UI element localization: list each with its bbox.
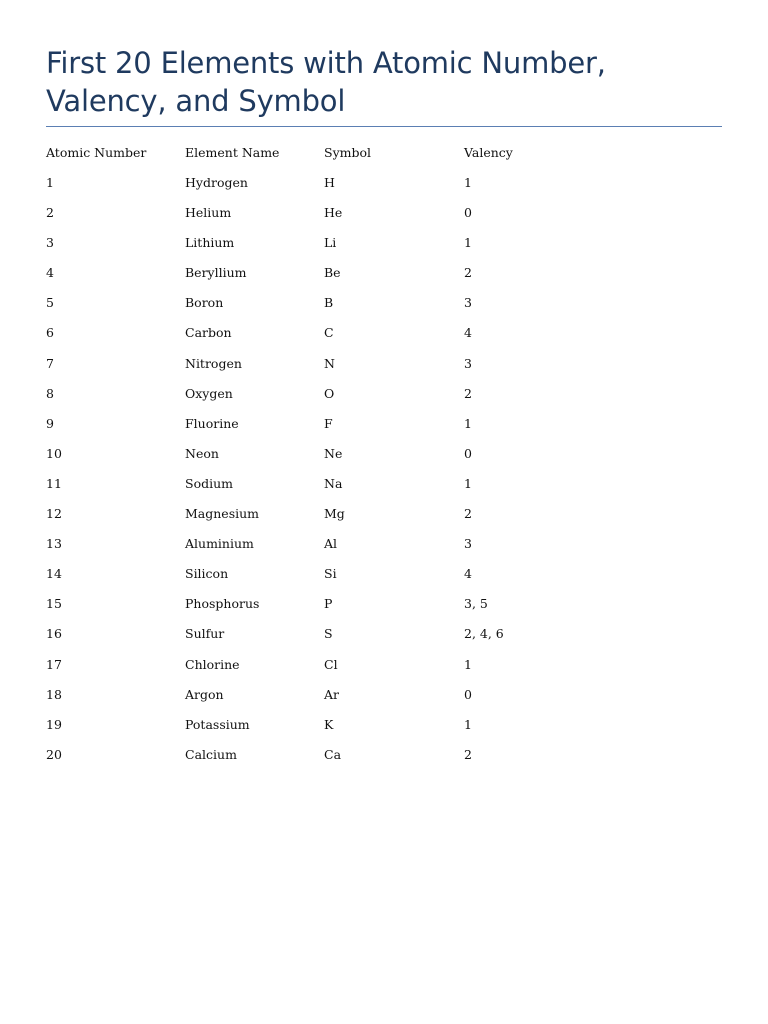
table-row	[46, 446, 604, 476]
valency-cell: 2	[464, 385, 472, 401]
valency-cell: 3	[464, 536, 472, 552]
symbol-cell: N	[324, 355, 335, 371]
symbol-cell: F	[324, 415, 333, 431]
title-divider	[46, 126, 722, 127]
symbol-cell: O	[324, 385, 335, 401]
symbol-cell: He	[324, 205, 343, 221]
element-name-cell: Carbon	[185, 325, 232, 341]
valency-cell: 0	[464, 445, 472, 461]
element-name-cell: Phosphorus	[185, 596, 260, 612]
element-name-cell: Neon	[185, 445, 219, 461]
valency-cell: 1	[464, 656, 472, 672]
symbol-cell: Ne	[324, 445, 343, 461]
element-name-cell: Aluminium	[185, 536, 254, 552]
table-row	[46, 175, 604, 205]
atomic-number-cell: 11	[46, 475, 62, 491]
header-atomic-number: Atomic Number	[46, 145, 147, 160]
valency-cell: 3	[464, 295, 472, 311]
table-row	[46, 235, 604, 265]
valency-cell: 4	[464, 566, 472, 582]
valency-cell: 1	[464, 175, 472, 190]
table-row	[46, 747, 604, 777]
atomic-number-cell: 16	[46, 626, 62, 642]
atomic-number-cell: 3	[46, 235, 54, 251]
header-valency: Valency	[464, 145, 513, 160]
table-row	[46, 265, 604, 295]
document-page	[46, 44, 722, 777]
element-name-cell: Helium	[185, 205, 232, 221]
valency-cell: 0	[464, 205, 472, 221]
symbol-cell: Cl	[324, 656, 338, 672]
element-name-cell: Boron	[185, 295, 224, 311]
table-row	[46, 657, 604, 687]
symbol-cell: C	[324, 325, 334, 341]
atomic-number-cell: 1	[46, 175, 54, 190]
valency-cell: 2	[464, 506, 472, 522]
header-element-name: Element Name	[185, 145, 280, 160]
valency-cell: 4	[464, 325, 472, 341]
table-row	[46, 476, 604, 506]
atomic-number-cell: 2	[46, 205, 54, 221]
table-row	[46, 626, 604, 656]
symbol-cell: Ca	[324, 746, 342, 762]
valency-cell: 1	[464, 475, 472, 491]
table-row	[46, 566, 604, 596]
page-title: First 20 Elements with Atomic Number, Valency, and Symbol	[46, 46, 606, 118]
element-name-cell: Nitrogen	[185, 355, 242, 371]
valency-cell: 1	[464, 415, 472, 431]
element-name-cell: Sodium	[185, 475, 233, 491]
atomic-number-cell: 17	[46, 656, 62, 672]
symbol-cell: Be	[324, 265, 341, 281]
atomic-number-cell: 6	[46, 325, 54, 341]
valency-cell: 0	[464, 686, 472, 702]
valency-cell: 1	[464, 235, 472, 251]
element-name-cell: Sulfur	[185, 626, 225, 642]
valency-cell: 2	[464, 746, 472, 762]
symbol-cell: S	[324, 626, 333, 642]
symbol-cell: B	[324, 295, 334, 311]
atomic-number-cell: 12	[46, 506, 62, 522]
table-row	[46, 295, 604, 325]
valency-cell: 3, 5	[464, 596, 488, 612]
atomic-number-cell: 10	[46, 445, 62, 461]
valency-cell: 2, 4, 6	[464, 626, 504, 642]
valency-cell: 1	[464, 716, 472, 732]
table-row	[46, 717, 604, 747]
element-name-cell: Beryllium	[185, 265, 247, 281]
element-name-cell: Hydrogen	[185, 175, 248, 190]
element-name-cell: Calcium	[185, 746, 237, 762]
atomic-number-cell: 14	[46, 566, 62, 582]
table-row	[46, 325, 604, 355]
table-row	[46, 536, 604, 566]
symbol-cell: Si	[324, 566, 337, 582]
symbol-cell: Li	[324, 235, 337, 251]
table-row	[46, 386, 604, 416]
element-name-cell: Silicon	[185, 566, 229, 582]
element-name-cell: Lithium	[185, 235, 235, 251]
symbol-cell: Al	[324, 536, 338, 552]
atomic-number-cell: 4	[46, 265, 54, 281]
table-row	[46, 205, 604, 235]
atomic-number-cell: 13	[46, 536, 62, 552]
element-name-cell: Magnesium	[185, 506, 260, 522]
atomic-number-cell: 15	[46, 596, 62, 612]
table-header-row	[46, 145, 604, 175]
element-name-cell: Chlorine	[185, 656, 240, 672]
table-row	[46, 416, 604, 446]
table-row	[46, 356, 604, 386]
table-row	[46, 687, 604, 717]
elements-table	[46, 145, 604, 777]
table-body	[46, 175, 604, 777]
valency-cell: 2	[464, 265, 472, 281]
symbol-cell: H	[324, 175, 335, 190]
atomic-number-cell: 18	[46, 686, 62, 702]
symbol-cell: Ar	[324, 686, 340, 702]
atomic-number-cell: 19	[46, 716, 62, 732]
atomic-number-cell: 7	[46, 355, 54, 371]
symbol-cell: K	[324, 716, 334, 732]
symbol-cell: Na	[324, 475, 343, 491]
atomic-number-cell: 8	[46, 385, 54, 401]
element-name-cell: Fluorine	[185, 415, 239, 431]
atomic-number-cell: 20	[46, 746, 62, 762]
atomic-number-cell: 5	[46, 295, 54, 311]
element-name-cell: Potassium	[185, 716, 250, 732]
symbol-cell: Mg	[324, 506, 345, 522]
table-row	[46, 506, 604, 536]
symbol-cell: P	[324, 596, 333, 612]
element-name-cell: Oxygen	[185, 385, 233, 401]
table-row	[46, 596, 604, 626]
element-name-cell: Argon	[185, 686, 224, 702]
atomic-number-cell: 9	[46, 415, 54, 431]
header-symbol: Symbol	[324, 145, 372, 160]
valency-cell: 3	[464, 355, 472, 371]
